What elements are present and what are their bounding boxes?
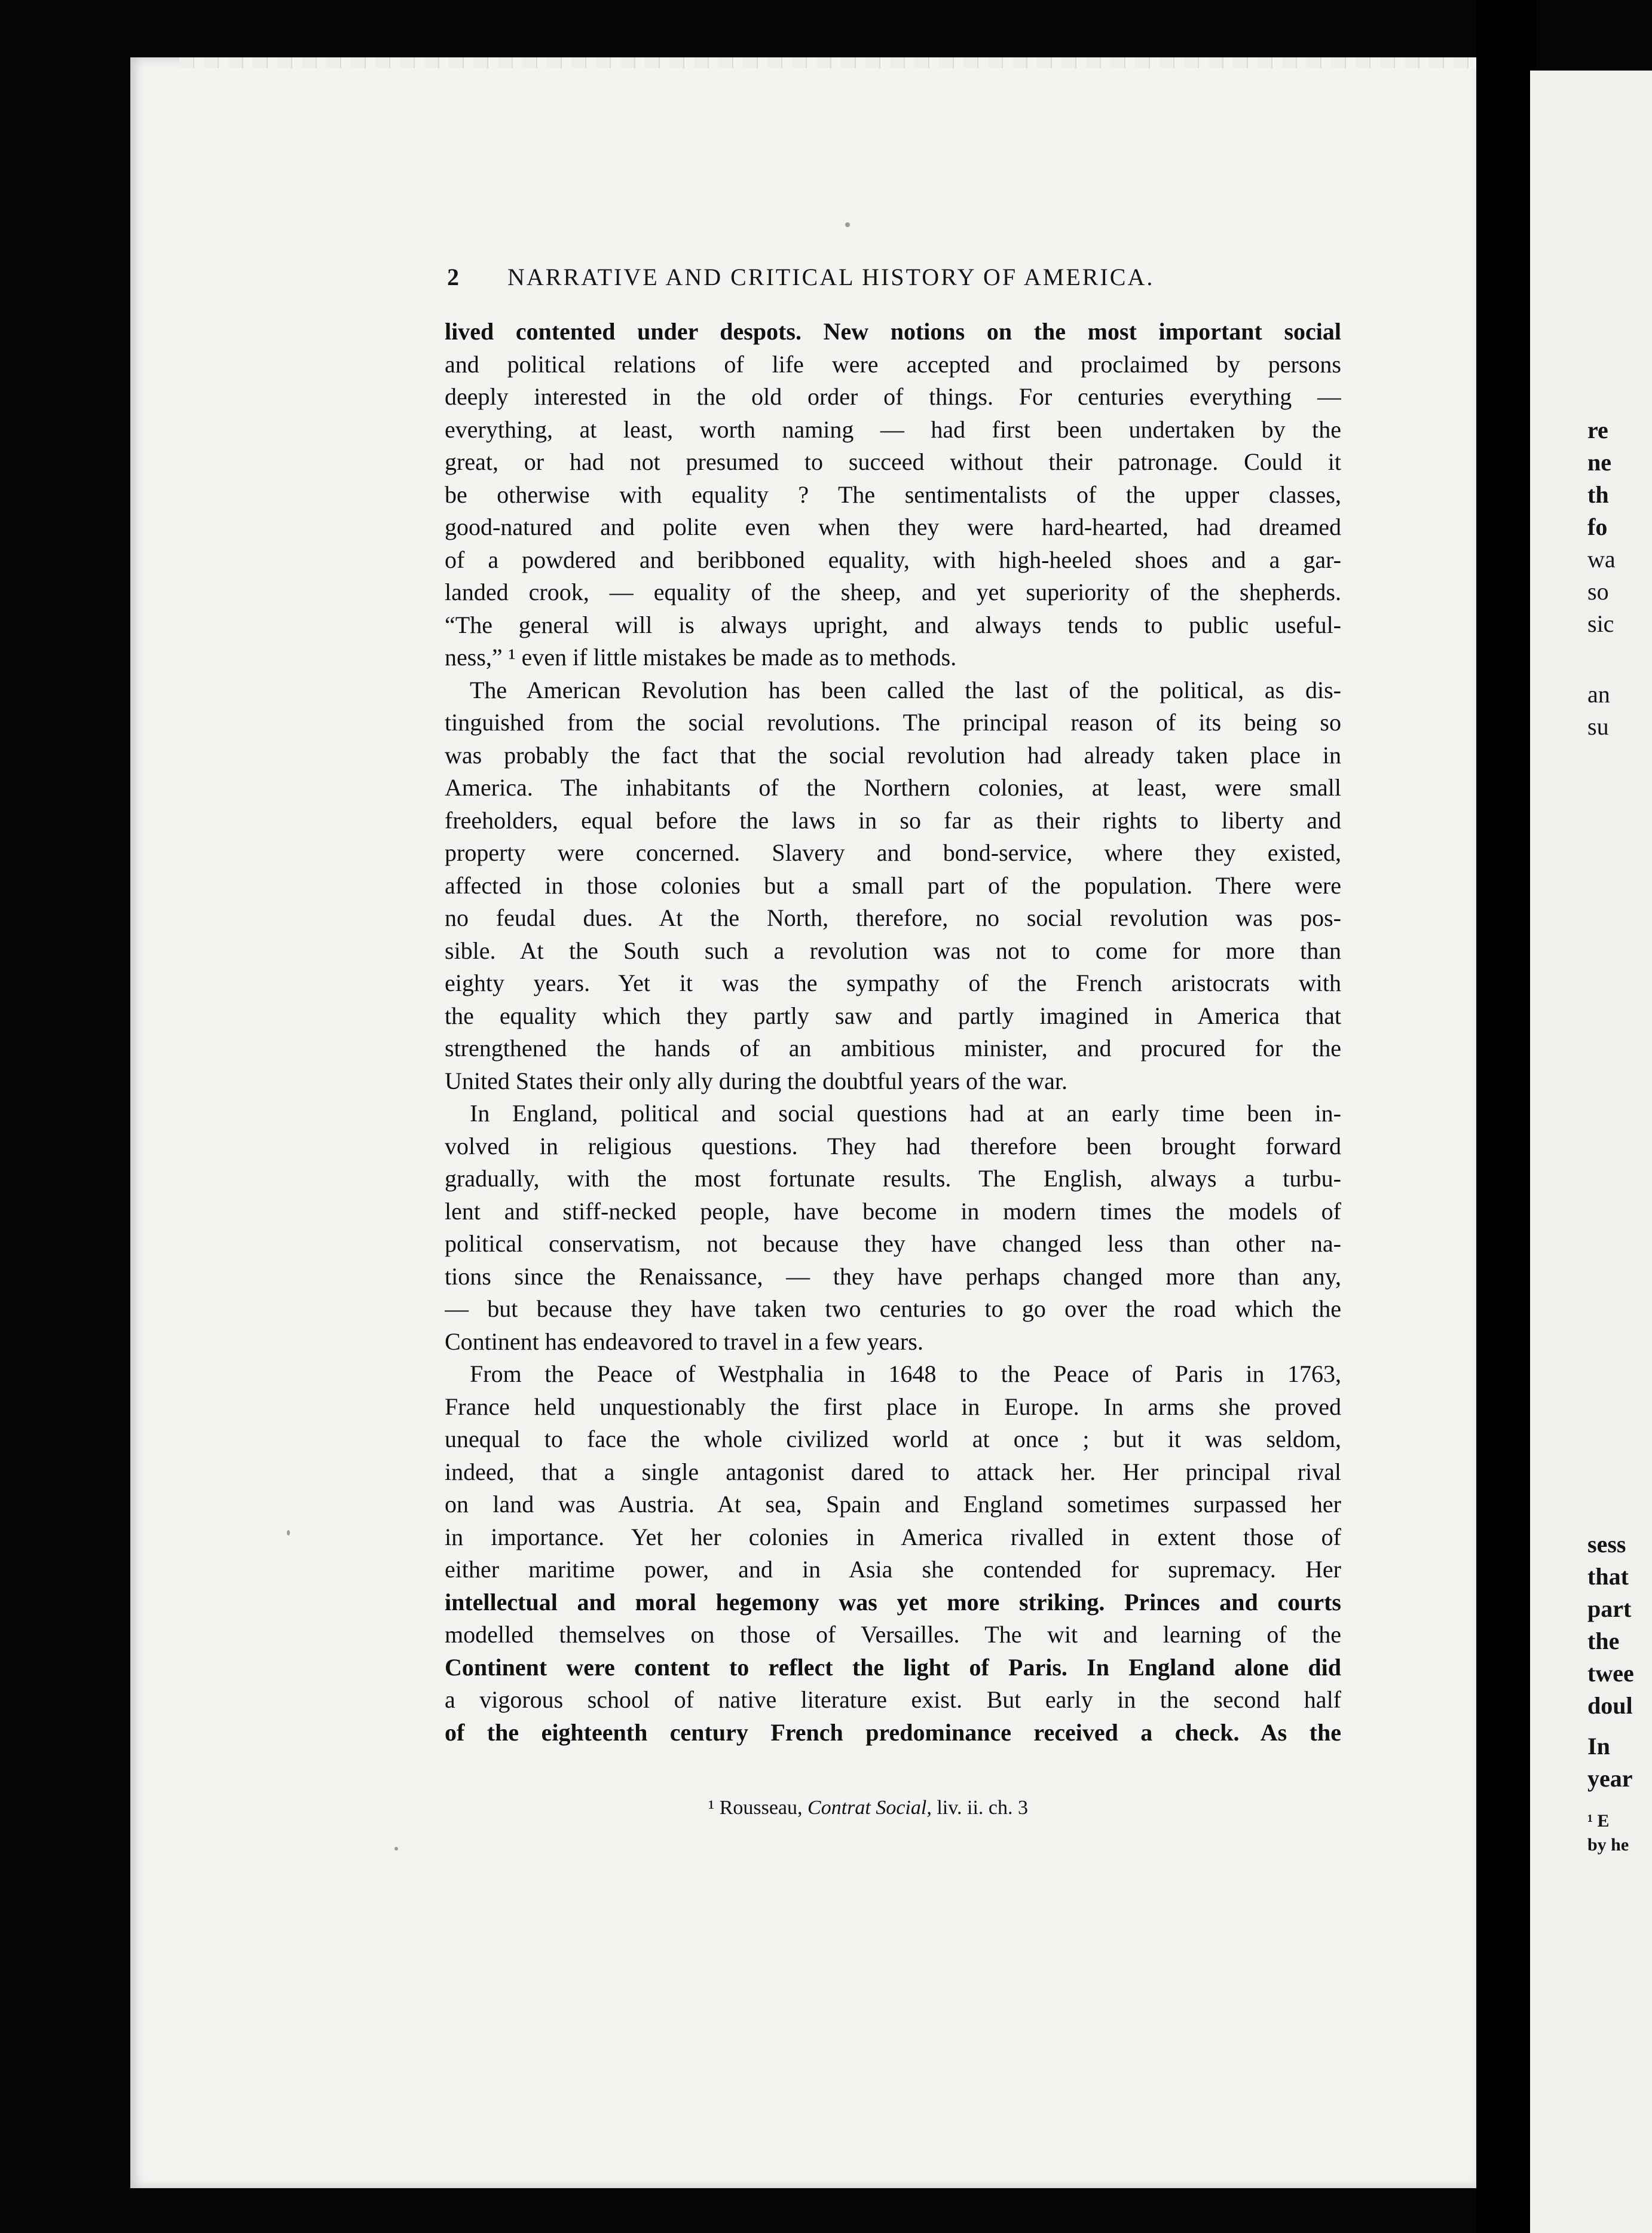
text-line: and political relations of life were accepted and proclaimed by persons [445,350,1341,378]
text-line: — but because they have taken two centuries to go over the road which the [445,1295,1341,1322]
text-line: United States their only ally during the doubtful years of the war. [445,1067,1067,1094]
adjacent-fragment: wa [1587,546,1616,573]
text-line: either maritime power, and in Asia she contended for supremacy. Her [445,1556,1341,1583]
text-line: strengthened the hands of an ambitious minister, and procured for the [445,1035,1341,1062]
adjacent-fragment: year [1587,1765,1633,1792]
text-line: good-natured and polite even when they were hard-hearted, had dreamed [445,513,1341,540]
text-line: Continent has endeavored to travel in a few years. [445,1327,923,1355]
adjacent-fragment: twee [1587,1660,1634,1687]
running-title: NARRATIVE AND CRITICAL HISTORY OF AMERICA. [507,264,1155,290]
adjacent-fragment: re [1587,417,1608,443]
text-line: intellectual and moral hegemony was yet more striking. Princes and courts [445,1588,1341,1616]
text-line: everything, at least, worth naming — had first been undertaken by the [445,415,1341,443]
text-line: unequal to face the whole civilized world at once ; but it was seldom, [445,1426,1341,1452]
text-line: be otherwise with equality ? The sentimentalists of the upper classes, [445,481,1341,508]
text-line: no feudal dues. At the North, therefore, no social revolution was pos- [445,904,1341,931]
text-line: ness,” ¹ even if little mistakes be made as to methods. [445,644,957,671]
footnote-marker: ¹ [708,1797,715,1819]
adjacent-footnote-fragment: by he [1587,1835,1629,1855]
text-line: a vigorous school of native literature exist. But early in the second half [445,1686,1341,1713]
text-line: lived contented under despots. New notions on the most important social [445,318,1341,345]
page-top-edge [179,57,1476,68]
footnote-locator: liv. ii. ch. 3 [937,1797,1028,1819]
text-line: political conservatism, not because they have changed less than other na- [445,1230,1341,1257]
text-line: of the eighteenth century French predominance received a check. As the [445,1718,1341,1746]
adjacent-fragment: so [1587,578,1609,605]
adjacent-fragment: fo [1587,513,1608,540]
adjacent-page [1530,71,1652,2233]
page-speck [394,1847,398,1850]
text-line: Continent were content to reflect the light of Paris. In England alone did [445,1653,1341,1681]
text-line: tions since the Renaissance, — they have perhaps changed more than any, [445,1262,1341,1290]
text-line: eighty years. Yet it was the sympathy of the French aristocrats with [445,969,1341,996]
footnote-work-title: Contrat Social, [807,1797,932,1819]
running-header [447,263,1154,291]
adjacent-fragment: the [1587,1628,1620,1654]
text-line: “The general will is always upright, and always tends to public useful- [445,611,1341,638]
text-line: sible. At the South such a revolution was not to come for more than [445,937,1341,964]
text-line: was probably the fact that the social revolution had already taken place in [445,741,1341,769]
adjacent-fragment: su [1587,713,1609,740]
text-line: tinguished from the social revolutions. The principal reason of its being so [445,709,1341,736]
text-line: great, or had not presumed to succeed without their patronage. Could it [445,448,1341,475]
text-line: deeply interested in the old order of things. For centuries everything — [445,383,1341,410]
adjacent-fragment: In [1587,1733,1610,1760]
text-line: affected in those colonies but a small part of the population. There were [445,871,1341,899]
footnote-author: Rousseau, [719,1797,803,1819]
text-line: on land was Austria. At sea, Spain and England sometimes surpassed her [445,1491,1341,1518]
text-line: The American Revolution has been called the last of the political, as dis- [470,676,1341,703]
text-line: freeholders, equal before the laws in so far as their rights to liberty and [445,806,1341,834]
text-line: lent and stiff-necked people, have become in modern times the models of [445,1197,1341,1225]
page-speck [845,222,850,227]
page-speck [287,1530,290,1535]
adjacent-fragment: doul [1587,1692,1633,1719]
text-line: America. The inhabitants of the Northern colonies, at least, were small [445,774,1341,801]
text-line: From the Peace of Westphalia in 1648 to the Peace of Paris in 1763, [470,1360,1341,1387]
footnote [708,1797,1028,1819]
text-line: the equality which they partly saw and partly imagined in America that [445,1002,1341,1029]
text-line: of a powdered and beribboned equality, with high-heeled shoes and a gar- [445,546,1341,573]
adjacent-footnote-fragment: ¹ E [1587,1811,1610,1831]
adjacent-fragment: ne [1587,449,1611,476]
text-line: France held unquestionably the first place in Europe. In arms she proved [445,1393,1341,1420]
adjacent-fragment: an [1587,681,1610,708]
text-line: gradually, with the most fortunate results. The English, always a turbu- [445,1165,1341,1192]
text-line: property were concerned. Slavery and bond-service, where they existed, [445,839,1341,866]
adjacent-fragment: part [1587,1595,1632,1622]
adjacent-fragment: that [1587,1563,1629,1590]
text-line: landed crook, — equality of the sheep, and yet superiority of the shepherds. [445,579,1341,605]
text-line: in importance. Yet her colonies in America rivalled in extent those of [445,1523,1341,1550]
page-number: 2 [447,264,461,290]
text-line: volved in religious questions. They had therefore been brought forward [445,1132,1341,1160]
text-line: modelled themselves on those of Versailles. The wit and learning of the [445,1621,1341,1648]
adjacent-fragment: th [1587,481,1609,508]
book-gutter [1476,0,1536,2233]
text-line: indeed, that a single antagonist dared to attack her. Her principal rival [445,1458,1341,1485]
body-text [445,316,1341,1749]
adjacent-fragment: sic [1587,610,1614,637]
adjacent-fragment: sess [1587,1531,1626,1558]
text-line: In England, political and social questions had at an early time been in- [470,1100,1341,1127]
